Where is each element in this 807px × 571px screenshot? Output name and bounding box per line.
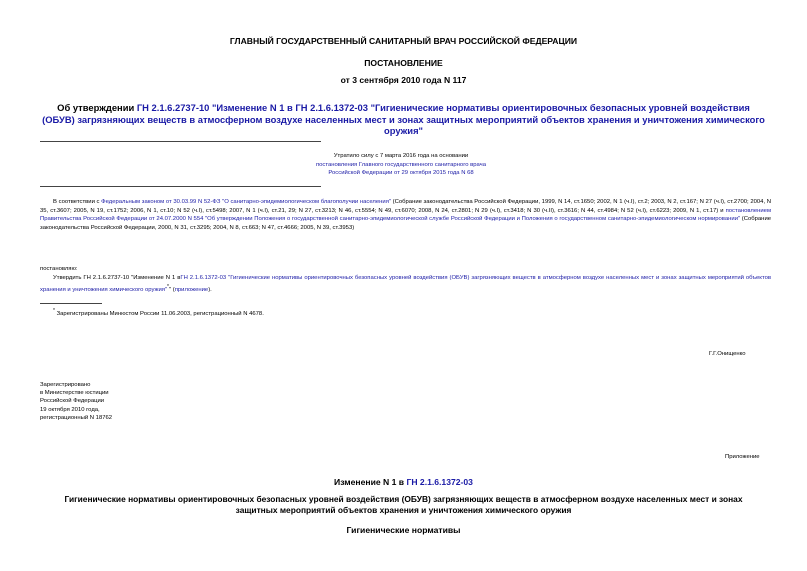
registration-line: Российской Федерации: [40, 398, 105, 405]
divider-bottom: [40, 186, 321, 187]
preamble-text-2: (Собрание законодательства Российской Федерации, 1999, N 14, ст.1650; 2002, N 1 (ч.I), ст.2; 2003, N 2, ст.167; N 27 (ч.I), ст.2700; 2004, N 35, ст.3607; 2005, N 19, ст.1752; 2006, N 1, ст.10; N 52 (ч.I), ст.5498; 2007, N 1 (ч.I), ст.21, 29; N 27, ст.3213; N 46, ст.5554; N 49, ст.6070; 2008, N 24, ст.2801; N 29 (ч.I), ст.3418; N 30 (ч.II), ст.3616; N 44, ст.4984; N 52 (ч.I), ст.6223; 2009, N 1, ст.17) и: [40, 199, 771, 214]
repeal-link-line-2[interactable]: Российской Федерации от 29 октября 2015 года N 68: [328, 170, 474, 177]
preamble-text-1: В соответствии с: [53, 199, 102, 205]
title-prefix: Об утверждении: [57, 102, 137, 113]
section-heading: Гигиенические нормативы: [346, 525, 461, 535]
footnote-ref: *: [167, 284, 169, 290]
document-title: [40, 102, 767, 137]
federal-law-link[interactable]: Федеральным законом от 30.03.99 N 52-ФЗ "О санитарно-эпидемиологическом благополучии населения": [101, 199, 391, 205]
appendix-title: [0, 477, 807, 487]
repeal-line: Утратило силу с 7 марта 2016 года на основании: [333, 153, 469, 159]
government-decree-link[interactable]: постановлением Правительства Российской Федерации от 24.07.2000 N 554 "Об утверждении Положения о государственной санитарно-эпидемиологической службе Российской Федерации и Положения о государственном санитарно-эпидемиологическом нормировании": [40, 207, 771, 223]
date-and-number: от 3 сентября 2010 года N 117: [340, 75, 467, 85]
title-link[interactable]: ГН 2.1.6.2737-10 "Изменение N 1 в ГН 2.1.6.1372-03 "Гигиенические нормативы ориентировочных безопасных уровней воздействия (ОБУВ) загрязняющих веществ в атмосферном воздухе населенных мест и зонах защитных мероприятий объектов хранения и уничтожения химического оружия": [42, 102, 765, 136]
decree-text-3: ).: [208, 286, 212, 293]
document-type: ПОСТАНОВЛЕНИЕ: [364, 58, 443, 68]
preamble-text-3: (Собрание законодательства Российской Федерации, 2000, N 31, ст.3295; 2004, N 8, ст.663; N 47, ст.4666; 2005, N 39, ст.3953): [40, 216, 772, 232]
footnote-mark: *: [53, 308, 55, 314]
divider-top: [40, 141, 321, 142]
decree-label: постановляю:: [40, 266, 78, 272]
decree-text-1: Утвердить ГН 2.1.6.2737-10 "Изменение N 1 в: [53, 275, 181, 281]
footnote: [53, 307, 264, 319]
signature: Г.Г.Онищенко: [709, 351, 746, 357]
appendix-label: Приложение: [725, 454, 760, 460]
appendix-subtitle-line: защитных мероприятий объектов хранения и уничтожения химического оружия: [235, 505, 572, 515]
registration-line: в Министерстве юстиции: [40, 390, 109, 397]
registration-block: [40, 381, 112, 422]
appendix-subtitle: [0, 494, 807, 516]
registration-line: регистрационный N 18762: [40, 414, 113, 421]
appendix-title-prefix: Изменение N 1 в: [334, 477, 407, 487]
appendix-subtitle-line: Гигиенические нормативы ориентировочных безопасных уровней воздействия (ОБУВ) загрязняющих веществ в атмосферном воздухе населенных мест и зонах: [64, 494, 743, 504]
footnote-divider: [40, 303, 102, 304]
preamble-paragraph: [40, 198, 771, 233]
registration-line: 19 октября 2010 года,: [40, 406, 100, 413]
issuer-heading: ГЛАВНЫЙ ГОСУДАРСТВЕННЫЙ САНИТАРНЫЙ ВРАЧ РОССИЙСКОЙ ФЕДЕРАЦИИ: [229, 36, 578, 46]
footnote-text: Зарегистрированы Минюстом России 11.06.2003, регистрационный N 4678.: [54, 310, 264, 317]
gn-1372-link[interactable]: ГН 2.1.6.1372-03 "Гигиенические нормативы ориентировочных безопасных уровней воздействия (ОБУВ) загрязняющих веществ в атмосферном воздухе населенных мест и зонах защитных мероприятий объектов хранения и уничтожения химического оружия": [40, 275, 771, 293]
appendix-link[interactable]: приложение: [174, 286, 209, 293]
repeal-link-line-1[interactable]: постановления Главного государственного санитарного врача: [315, 161, 487, 168]
repeal-note: [261, 152, 541, 178]
registration-line: Зарегистрировано: [40, 382, 91, 388]
appendix-title-link[interactable]: ГН 2.1.6.1372-03: [406, 477, 473, 487]
decree-text-2: " (: [169, 286, 175, 293]
decree-paragraph: [40, 274, 771, 295]
